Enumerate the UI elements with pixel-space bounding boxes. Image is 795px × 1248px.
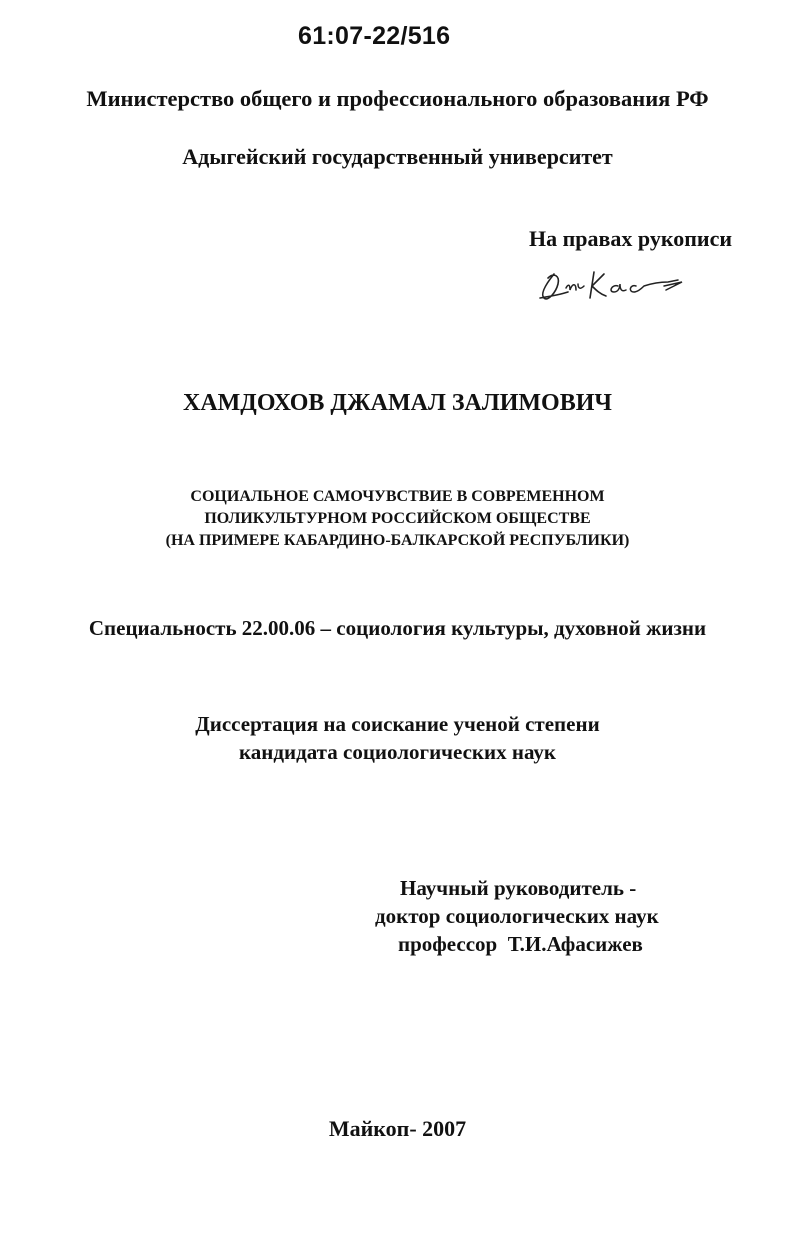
catalog-number: 61:07-22/516 (298, 22, 451, 50)
specialty-line: Специальность 22.00.06 – социология культуры, духовной жизни (88, 616, 707, 640)
author-name: ХАМДОХОВ ДЖАМАЛ ЗАЛИМОВИЧ (182, 390, 612, 416)
thesis-title-line: СОЦИАЛЬНОЕ САМОЧУВСТВИЕ В СОВРЕМЕННОМ (190, 488, 605, 505)
supervisor-line: Научный руководитель - (400, 876, 637, 900)
supervisor-line: профессор Т.И.Афасижев (398, 932, 643, 956)
thesis-title-line: ПОЛИКУЛЬТУРНОМ РОССИЙСКОМ ОБЩЕСТВЕ (204, 510, 591, 527)
author-signature (532, 262, 692, 306)
supervisor-line: доктор социологических наук (375, 904, 659, 928)
ministry-name: Министерство общего и профессионального образования РФ (86, 86, 709, 111)
city-year: Майкоп- 2007 (328, 1116, 467, 1141)
degree-line: кандидата социологических наук (239, 740, 556, 764)
thesis-title-line: (НА ПРИМЕРЕ КАБАРДИНО-БАЛКАРСКОЙ РЕСПУБЛИКИ) (165, 532, 630, 549)
manuscript-note: На правах рукописи (529, 226, 733, 251)
university-name: Адыгейский государственный университет (182, 144, 613, 169)
degree-line: Диссертация на соискание ученой степени (195, 712, 600, 736)
